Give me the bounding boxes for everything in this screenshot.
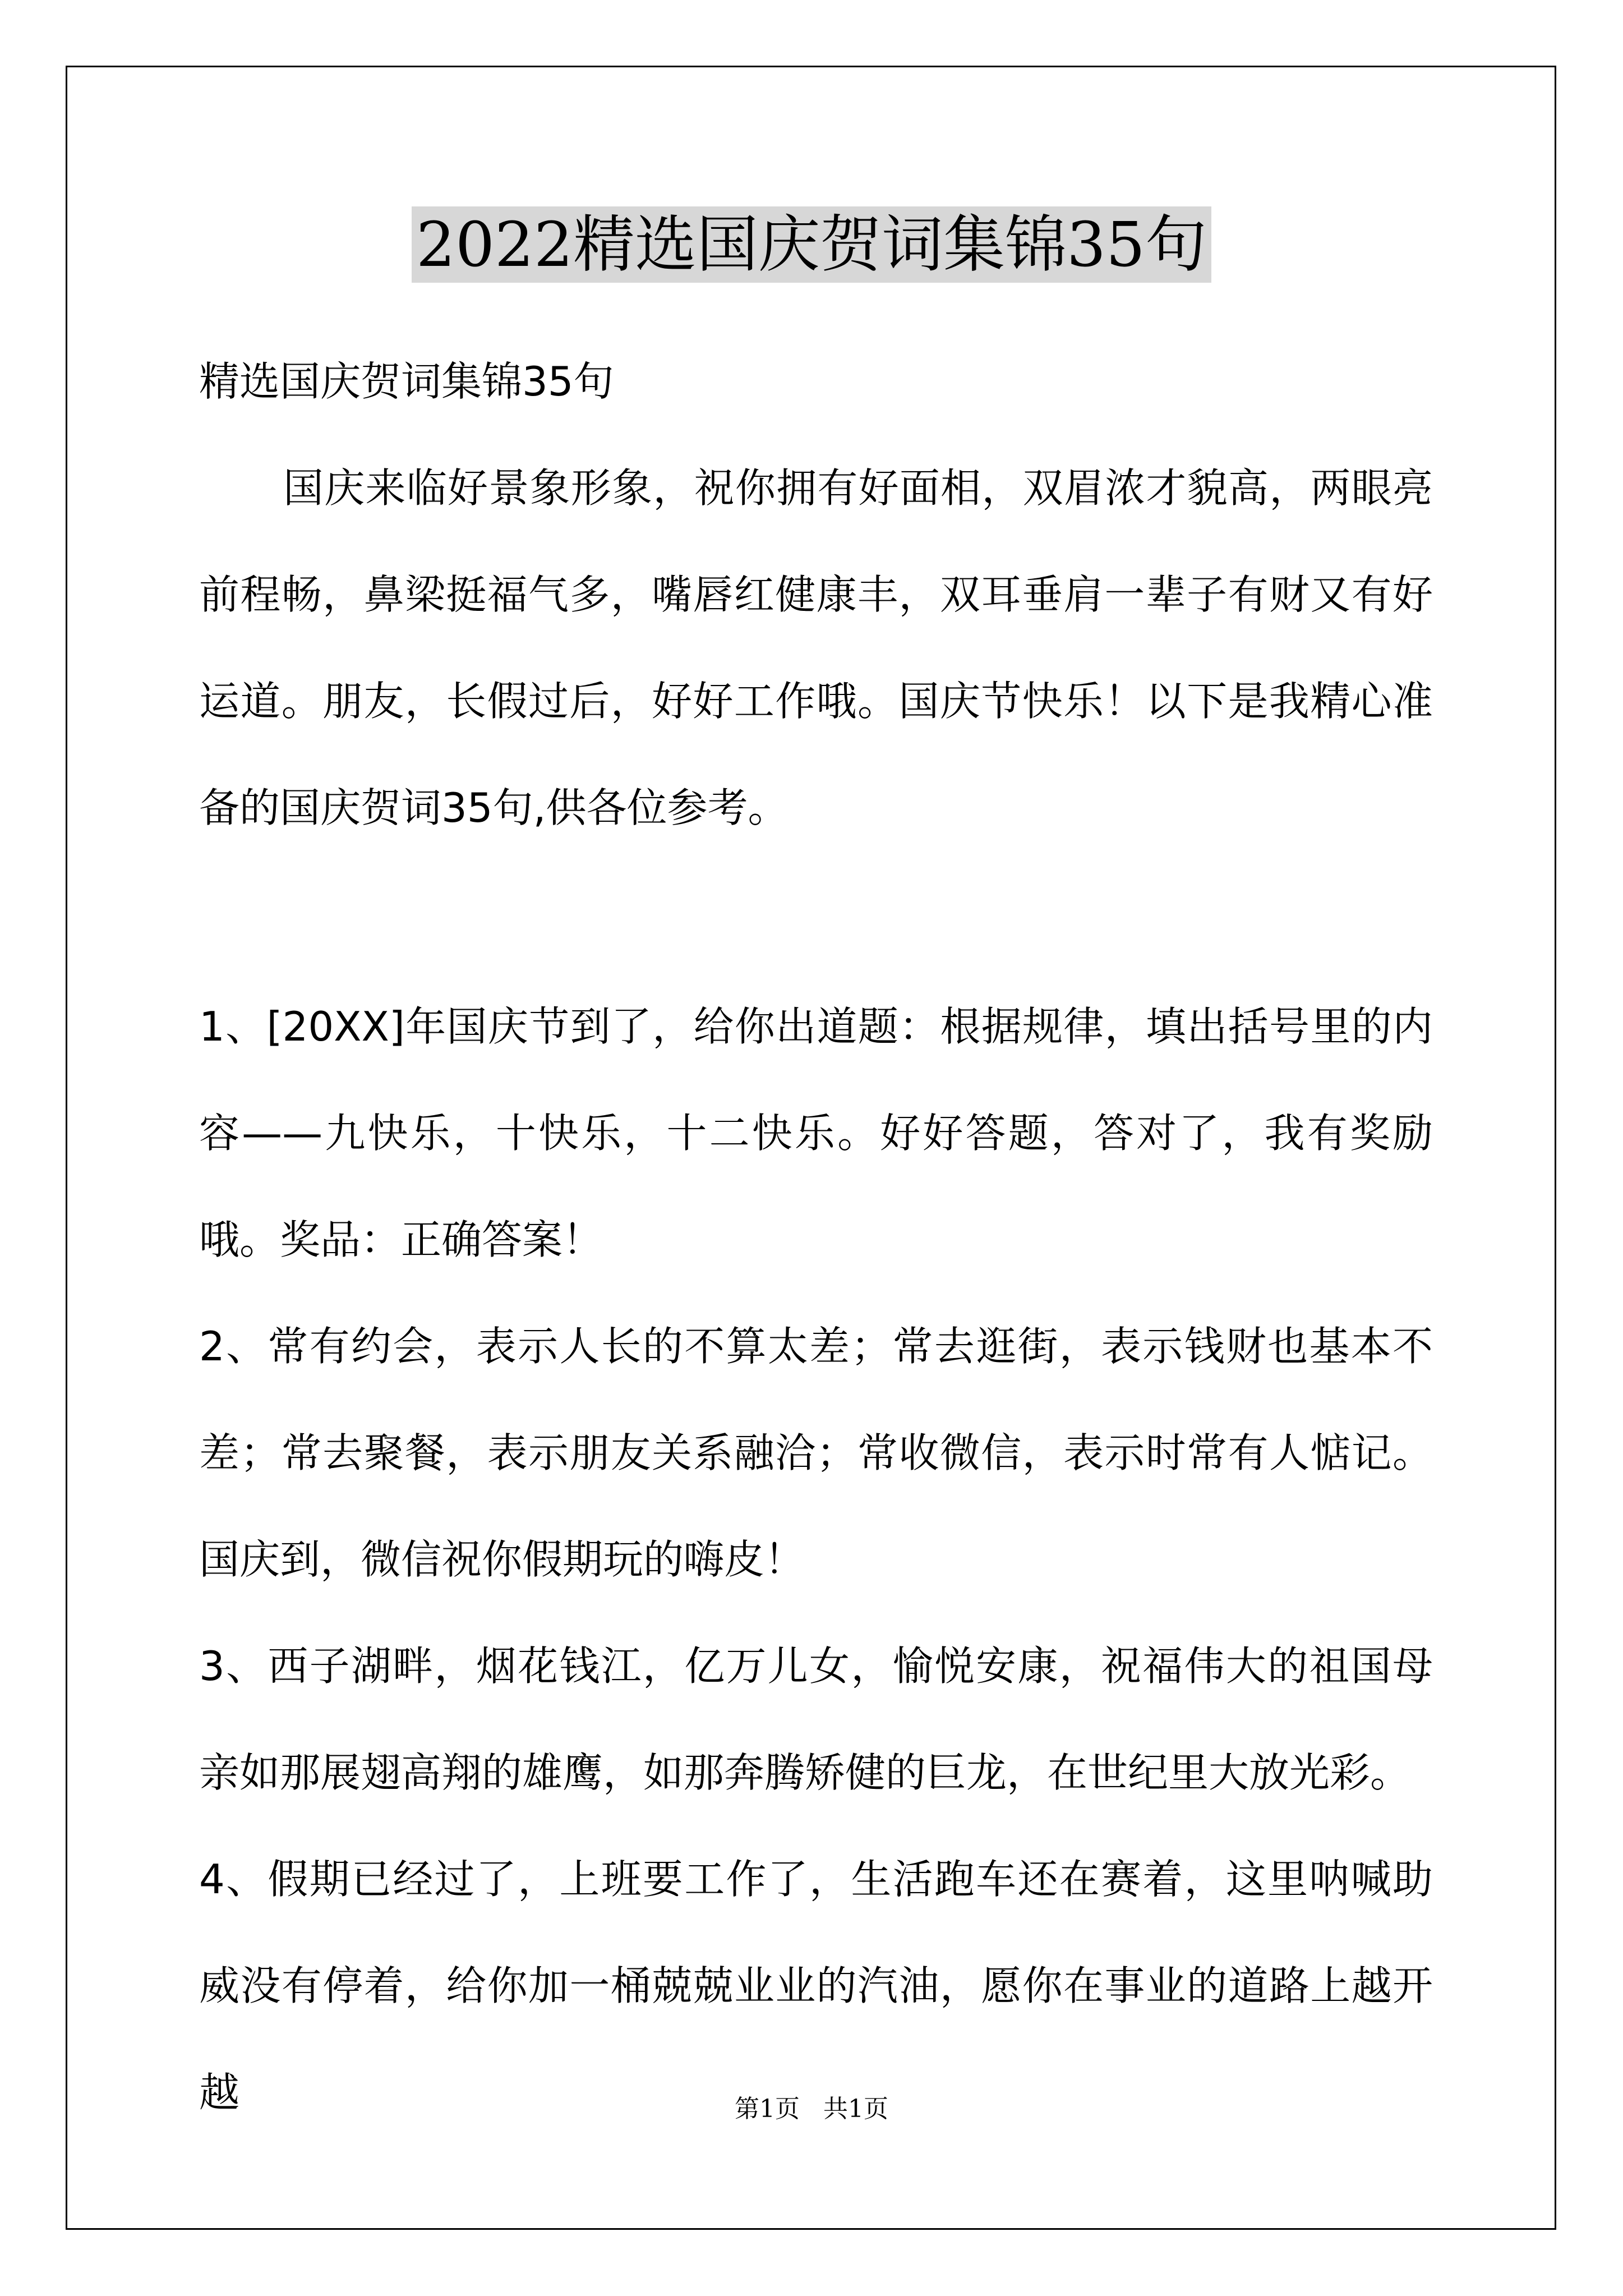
document-title: 2022精选国庆贺词集锦35句 [412, 206, 1211, 283]
title-container [0, 206, 1623, 283]
document-subtitle: 精选国庆贺词集锦35句 [199, 358, 614, 405]
greetings-list [199, 973, 1433, 2146]
page-footer: 第1页 共1页 [735, 2095, 888, 2123]
list-item: 4、假期已经过了，上班要工作了，生活跑车还在赛着，这里呐喊助威没有停着，给你加一桶兢兢业业的汽油，愿你在事业的道路上越开越 [199, 1856, 1433, 2116]
intro-paragraph: 国庆来临好景象形象，祝你拥有好面相，双眉浓才貌高，两眼亮前程畅，鼻梁挺福气多，嘴唇红健康丰，双耳垂肩一辈子有财又有好运道。朋友，长假过后，好好工作哦。国庆节快乐！以下是我精心准备的国庆贺词35句,供各位参考。 [199, 464, 1433, 831]
list-item: 1、[20XX]年国庆节到了，给你出道题：根据规律，填出括号里的内容——九快乐，十快乐，十二快乐。好好答题，答对了，我有奖励哦。奖品：正确答案！ [199, 1003, 1433, 1263]
list-item: 3、西子湖畔，烟花钱江，亿万儿女，愉悦安康，祝福伟大的祖国母亲如那展翅高翔的雄鹰，如那奔腾矫健的巨龙，在世纪里大放光彩。 [199, 1642, 1433, 1796]
list-item: 2、常有约会，表示人长的不算太差；常去逛街，表示钱财也基本不差；常去聚餐，表示朋友关系融洽；常收微信，表示时常有人惦记。国庆到，微信祝你假期玩的嗨皮！ [199, 1323, 1433, 1583]
